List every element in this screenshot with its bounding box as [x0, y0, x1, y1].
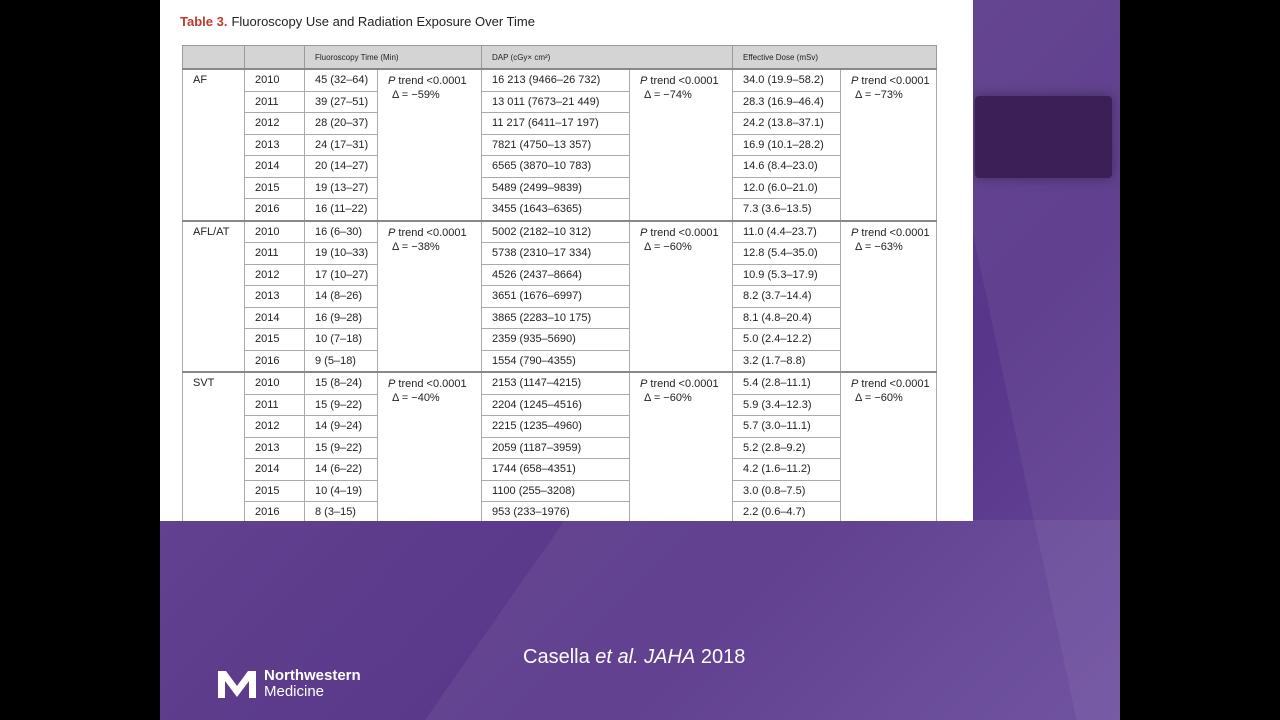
fluoro-time-cell: 45 (32–64) [305, 69, 378, 91]
table-row [183, 134, 937, 156]
fluoro-time-cell: 14 (9–24) [305, 416, 378, 438]
effective-dose-cell: 3.2 (1.7–8.8) [733, 350, 841, 372]
dap-cell: 4526 (2437–8664) [482, 264, 630, 286]
p-trend-line [851, 377, 936, 391]
fluoro-time-cell: 15 (9–22) [305, 394, 378, 416]
dap-cell: 3865 (2283–10 175) [482, 307, 630, 329]
effective-dose-cell: 5.2 (2.8–9.2) [733, 437, 841, 459]
citation-journal: et al. JAHA [589, 646, 696, 668]
table-row [183, 307, 937, 329]
p-trend-line [640, 226, 732, 240]
effective-dose-cell: 2.2 (0.6–4.7) [733, 502, 841, 522]
fluoro-time-cell: 9 (5–18) [305, 350, 378, 372]
dap-cell: 3651 (1676–6997) [482, 286, 630, 308]
data-table [182, 45, 937, 521]
p-trend-line [640, 74, 732, 88]
table-body [183, 69, 937, 521]
dap-cell: 2059 (1187–3959) [482, 437, 630, 459]
group-label: AF [183, 69, 245, 221]
group-label: SVT [183, 372, 245, 521]
p-trend-line [640, 377, 732, 391]
year-cell: 2013 [245, 286, 305, 308]
p-trend-line [388, 226, 481, 240]
effective-dose-cell: 5.0 (2.4–12.2) [733, 329, 841, 351]
delta-value: Δ = −60% [644, 392, 692, 404]
effective-dose-cell: 5.9 (3.4–12.3) [733, 394, 841, 416]
effective-dose-cell: 14.6 (8.4–23.0) [733, 156, 841, 178]
p-trend-text: trend <0.0001 [647, 378, 719, 390]
table-row [183, 416, 937, 438]
year-cell: 2015 [245, 329, 305, 351]
dap-cell: 5738 (2310–17 334) [482, 243, 630, 265]
p-trend-text: trend <0.0001 [395, 75, 467, 87]
dap-cell: 2359 (935–5690) [482, 329, 630, 351]
fluoro-time-cell: 16 (6–30) [305, 221, 378, 243]
fluoro-time-cell: 14 (8–26) [305, 286, 378, 308]
table-image [160, 0, 973, 521]
nm-logo-icon [216, 669, 258, 699]
fluoro-time-cell: 8 (3–15) [305, 502, 378, 522]
table-row [183, 264, 937, 286]
citation [523, 646, 745, 669]
table-row [183, 459, 937, 481]
table-row [183, 394, 937, 416]
effective-dose-cell: 10.9 (5.3–17.9) [733, 264, 841, 286]
table-row [183, 286, 937, 308]
dap-cell: 5002 (2182–10 312) [482, 221, 630, 243]
year-cell: 2016 [245, 502, 305, 522]
citation-year: 2018 [695, 646, 746, 668]
effective-dose-cell: 4.2 (1.6–11.2) [733, 459, 841, 481]
year-cell: 2012 [245, 416, 305, 438]
p-trend-cell [378, 69, 482, 221]
logo-line2: Medicine [264, 683, 325, 700]
table-row [183, 502, 937, 522]
effective-dose-cell: 34.0 (19.9–58.2) [733, 69, 841, 91]
p-trend-cell [841, 372, 937, 521]
dap-cell: 16 213 (9466–26 732) [482, 69, 630, 91]
slide [160, 0, 1120, 720]
fluoro-time-cell: 19 (13–27) [305, 177, 378, 199]
p-trend-cell [378, 372, 482, 521]
fluoro-time-cell: 20 (14–27) [305, 156, 378, 178]
dap-cell: 5489 (2499–9839) [482, 177, 630, 199]
delta-value: Δ = −60% [644, 240, 692, 253]
fluoro-time-cell: 15 (8–24) [305, 372, 378, 394]
table-caption: Fluoroscopy Use and Radiation Exposure Over Time [231, 14, 535, 29]
dap-cell: 1100 (255–3208) [482, 480, 630, 502]
table-row [183, 243, 937, 265]
year-cell: 2012 [245, 264, 305, 286]
delta-value: Δ = −74% [644, 89, 692, 101]
p-label: P [851, 378, 859, 390]
year-cell: 2014 [245, 307, 305, 329]
p-label: P [851, 75, 859, 87]
effective-dose-cell: 24.2 (13.8–37.1) [733, 113, 841, 135]
table-row [183, 91, 937, 113]
table-row [183, 69, 937, 91]
delta-value: Δ = −73% [855, 89, 903, 101]
year-cell: 2012 [245, 113, 305, 135]
dap-cell: 953 (233–1976) [482, 502, 630, 522]
year-cell: 2016 [245, 350, 305, 372]
p-trend-line [388, 377, 481, 391]
year-cell: 2014 [245, 459, 305, 481]
effective-dose-cell: 5.7 (3.0–11.1) [733, 416, 841, 438]
fluoro-time-cell: 10 (7–18) [305, 329, 378, 351]
effective-dose-cell: 8.1 (4.8–20.4) [733, 307, 841, 329]
p-trend-cell [630, 372, 733, 521]
delta-value: Δ = −63% [855, 240, 903, 253]
year-cell: 2013 [245, 134, 305, 156]
p-trend-text: trend <0.0001 [858, 75, 930, 87]
p-trend-line [851, 226, 936, 240]
p-trend-text: trend <0.0001 [647, 75, 719, 87]
delta-value: Δ = −60% [855, 392, 903, 404]
group-label: AFL/AT [183, 221, 245, 373]
p-trend-text: trend <0.0001 [858, 226, 930, 239]
table-row [183, 113, 937, 135]
p-trend-line [388, 74, 481, 88]
table-row [183, 156, 937, 178]
year-cell: 2011 [245, 91, 305, 113]
effective-dose-cell: 5.4 (2.8–11.1) [733, 372, 841, 394]
background-facet [355, 520, 1120, 720]
p-label: P [640, 378, 648, 390]
p-trend-text: trend <0.0001 [858, 378, 930, 390]
table-label: Table 3. [180, 14, 228, 29]
year-cell: 2015 [245, 177, 305, 199]
p-trend-text: trend <0.0001 [395, 226, 467, 239]
p-label: P [640, 75, 648, 87]
dap-cell: 2204 (1245–4516) [482, 394, 630, 416]
dap-cell: 6565 (3870–10 783) [482, 156, 630, 178]
dap-cell: 1744 (658–4351) [482, 459, 630, 481]
header-cell [183, 46, 245, 70]
header-fluoroscopy-time: Fluoroscopy Time (Min) [305, 46, 482, 70]
effective-dose-cell: 7.3 (3.6–13.5) [733, 199, 841, 221]
year-cell: 2014 [245, 156, 305, 178]
northwestern-medicine-logo [216, 668, 361, 700]
p-trend-cell [841, 69, 937, 221]
header-row [183, 46, 937, 70]
p-label: P [388, 226, 396, 239]
p-label: P [640, 226, 648, 239]
fluoro-time-cell: 28 (20–37) [305, 113, 378, 135]
year-cell: 2011 [245, 394, 305, 416]
fluoro-time-cell: 24 (17–31) [305, 134, 378, 156]
fluoro-time-cell: 17 (10–27) [305, 264, 378, 286]
header-dap: DAP (cGy× cm²) [482, 46, 733, 70]
logo-line1: Northwestern [264, 667, 361, 684]
year-cell: 2013 [245, 437, 305, 459]
dap-cell: 11 217 (6411–17 197) [482, 113, 630, 135]
p-trend-cell [630, 69, 733, 221]
year-cell: 2015 [245, 480, 305, 502]
table-row [183, 221, 937, 243]
p-trend-line [851, 74, 936, 88]
table-row [183, 437, 937, 459]
effective-dose-cell: 8.2 (3.7–14.4) [733, 286, 841, 308]
p-label: P [388, 378, 396, 390]
p-trend-text: trend <0.0001 [395, 378, 467, 390]
delta-value: Δ = −59% [392, 89, 440, 101]
p-trend-cell [378, 221, 482, 373]
effective-dose-cell: 12.0 (6.0–21.0) [733, 177, 841, 199]
table-row [183, 199, 937, 221]
dap-cell: 13 011 (7673–21 449) [482, 91, 630, 113]
table-row [183, 480, 937, 502]
p-trend-cell [630, 221, 733, 373]
year-cell: 2010 [245, 69, 305, 91]
year-cell: 2016 [245, 199, 305, 221]
year-cell: 2010 [245, 372, 305, 394]
fluoro-time-cell: 16 (11–22) [305, 199, 378, 221]
table-row [183, 350, 937, 372]
header-effective-dose: Effective Dose (mSv) [733, 46, 937, 70]
year-cell: 2011 [245, 243, 305, 265]
fluoro-time-cell: 15 (9–22) [305, 437, 378, 459]
year-cell: 2010 [245, 221, 305, 243]
table-row [183, 329, 937, 351]
p-trend-cell [841, 221, 937, 373]
header-cell [245, 46, 305, 70]
effective-dose-cell: 3.0 (0.8–7.5) [733, 480, 841, 502]
dap-cell: 2215 (1235–4960) [482, 416, 630, 438]
effective-dose-cell: 12.8 (5.4–35.0) [733, 243, 841, 265]
effective-dose-cell: 11.0 (4.4–23.7) [733, 221, 841, 243]
fluoro-time-cell: 14 (6–22) [305, 459, 378, 481]
effective-dose-cell: 28.3 (16.9–46.4) [733, 91, 841, 113]
table-row [183, 372, 937, 394]
dark-accent-band [975, 96, 1112, 178]
fluoro-time-cell: 19 (10–33) [305, 243, 378, 265]
p-trend-text: trend <0.0001 [647, 226, 719, 239]
p-label: P [388, 75, 396, 87]
dap-cell: 2153 (1147–4215) [482, 372, 630, 394]
p-label: P [851, 226, 859, 239]
effective-dose-cell: 16.9 (10.1–28.2) [733, 134, 841, 156]
delta-value: Δ = −38% [392, 240, 440, 253]
citation-author: Casella [523, 646, 590, 668]
dap-cell: 1554 (790–4355) [482, 350, 630, 372]
table-row [183, 177, 937, 199]
dap-cell: 7821 (4750–13 357) [482, 134, 630, 156]
delta-value: Δ = −40% [392, 392, 440, 404]
fluoro-time-cell: 39 (27–51) [305, 91, 378, 113]
dap-cell: 3455 (1643–6365) [482, 199, 630, 221]
table-title [180, 14, 535, 29]
fluoro-time-cell: 10 (4–19) [305, 480, 378, 502]
fluoro-time-cell: 16 (9–28) [305, 307, 378, 329]
